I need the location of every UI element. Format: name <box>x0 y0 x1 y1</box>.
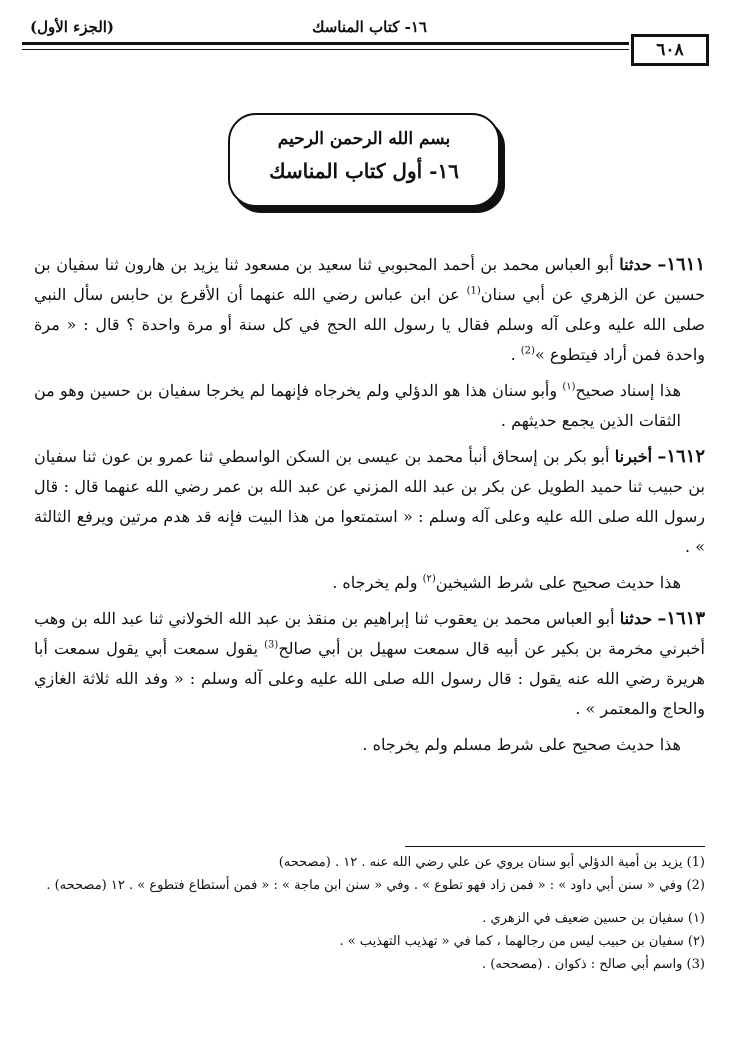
hadith-text: يقول سمعت أبي يقول سمعت أبا هريرة رضي الله عنه يقول : قال رسول الله صلى الله عليه وعلى آله وسلم : « وفد الله ثلاثة الغازي والحاج والمعتمر » . <box>34 639 705 718</box>
footnote-separator <box>405 846 705 847</box>
chapter-title: ١٦- أول كتاب المناسك <box>269 159 459 183</box>
hadith-comment <box>34 568 705 598</box>
footnote-ref: (3) <box>264 639 279 651</box>
footnote: (1) يزيد بن أمية الدؤلي أبو سنان يروي عن علي رضي الله عنه . ١٢ . (مصححه) <box>278 855 705 870</box>
comment-text: ولم يخرجاه . <box>332 573 423 592</box>
basmala: بسم الله الرحمن الرحيم <box>277 129 451 149</box>
comment-text: هذا حديث صحيح على شرط مسلم ولم يخرجاه . <box>362 735 681 754</box>
chapter-title-box <box>228 113 500 207</box>
header-rule <box>22 42 629 45</box>
transmission-word: حدثنا <box>619 255 652 274</box>
running-header <box>22 8 717 60</box>
book-title: ١٦- كتاب المناسك <box>312 18 427 36</box>
hadith-number: ١٦١١– <box>657 254 705 275</box>
hadith-text: أبو بكر بن إسحاق أنبأ محمد بن عيسى بن السكن الواسطي ثنا عمرو بن عون ثنا سفيان بن حبيب ثنا حميد الطويل عن بكر بن عبد الله المزني عن عبد الله بن عمر رضي الله عنهما قال : قال رسول الله صلى الله عليه وعلى آله وسلم : « استمتعوا من هذا البيت فإنه قد هدم مرتين ويرفع الثالثة » . <box>34 447 705 556</box>
hadith-1613 <box>34 604 705 724</box>
hadith-text: أبو العباس محمد بن أحمد المحبوبي ثنا سعيد بن مسعود ثنا يزيد بن هارون ثنا سفيان بن حسين عن الزهري عن أبي سنان <box>34 255 706 304</box>
hadith-comment <box>34 376 705 436</box>
footnote: (3) واسم أبي صالح : ذكوان . (مصححه) . <box>482 957 705 972</box>
comment-text: هذا حديث صحيح على شرط الشيخين <box>435 573 681 592</box>
footnote: (٢) سفيان بن حبيب ليس من رجالهما ، كما في « تهذيب التهذيب » . <box>339 934 705 949</box>
footnote: (2) وفي « سنن أبي داود » : « فمن زاد فهو تطوع » . وفي « سنن ابن ماجة » : « فمن أستطاع فتطوع » . ١٢ (مصححه) . <box>46 878 705 893</box>
transmission-word: حدثنا <box>619 609 653 628</box>
page-number: ٦٠٨ <box>631 34 709 66</box>
footnote-ref: (٢) <box>422 573 436 585</box>
footnote-ref: (1) <box>466 285 481 297</box>
hadith-text: . <box>510 345 521 364</box>
footnote-ref: (2) <box>520 345 535 357</box>
footnotes <box>34 852 705 977</box>
footnote: (١) سفيان بن حسين ضعيف في الزهري . <box>482 911 705 926</box>
hadith-text: عن ابن عباس رضي الله عنهما أن الأقرع بن حابس سأل النبي صلى الله عليه وعلى آله وسلم فقال يا رسول الله الحج في كل سنة أو مرة واحدة ؟ قال : « مرة واحدة فمن أراد فيتطوع » <box>34 285 705 364</box>
comment-text: هذا إسناد صحيح <box>575 381 682 400</box>
hadith-comment <box>34 730 705 760</box>
volume-label: (الجزء الأول) <box>30 18 115 36</box>
hadith-number: ١٦١٢– <box>657 446 706 467</box>
main-text <box>34 250 705 766</box>
comment-text: وأبو سنان هذا هو الدؤلي ولم يخرجاه فإنهما لم يخرجا سفيان بن حسين وهو من الثقات الذين يجمع حديثهم . <box>34 381 681 430</box>
footnote-gap <box>34 898 705 906</box>
hadith-1611 <box>34 250 705 370</box>
transmission-word: أخبرنا <box>614 447 653 466</box>
hadith-1612 <box>34 442 705 562</box>
header-rule-thin <box>22 49 629 50</box>
footnote-ref: (١) <box>562 381 576 393</box>
hadith-text: أبو العباس محمد بن يعقوب ثنا إبراهيم بن منقذ بن عبد الله الخولاني ثنا عبد الله بن وهب أخبرني مخرمة بن بكير عن أبيه قال سمعت سهيل بن أبي صالح <box>34 609 706 658</box>
hadith-number: ١٦١٣– <box>657 608 705 629</box>
